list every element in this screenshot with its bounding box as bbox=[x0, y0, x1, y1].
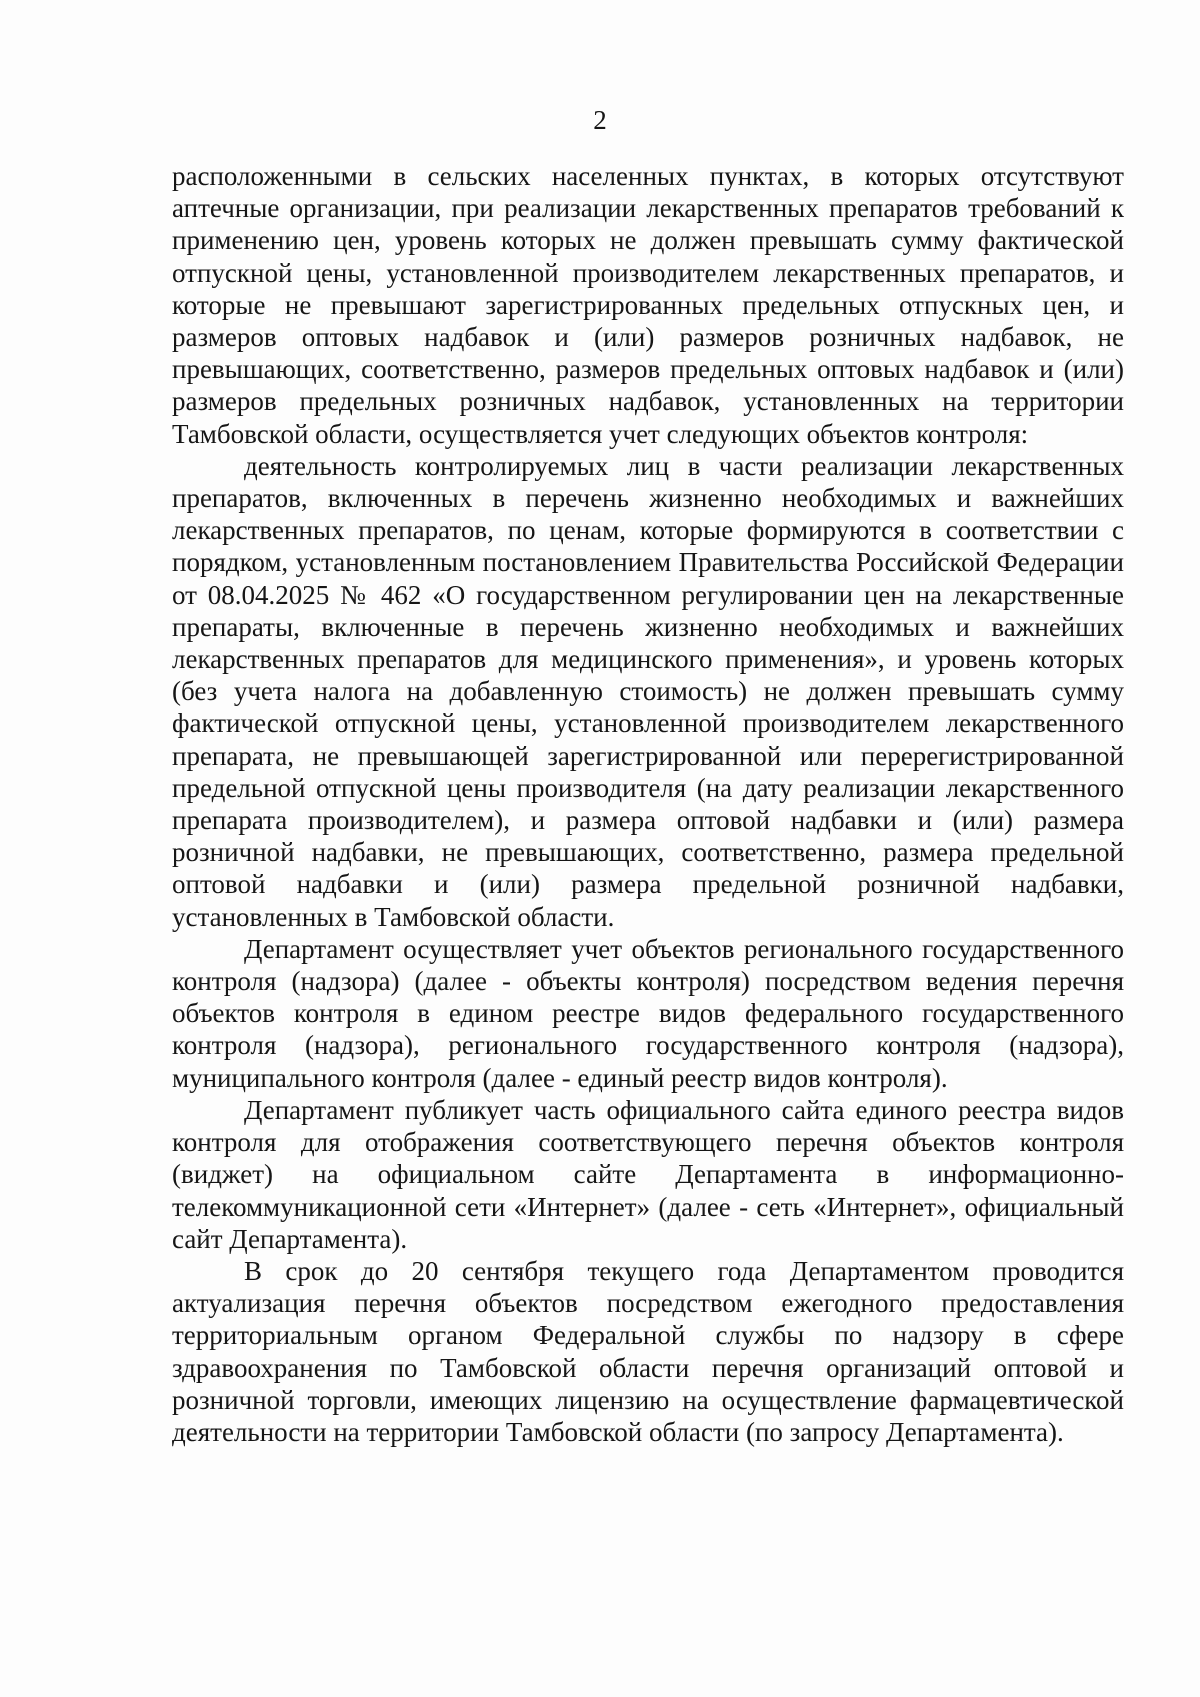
document-body bbox=[172, 160, 1124, 1448]
paragraph-widget-publication: Департамент публикует часть официального сайта единого реестра видов контроля для отображения соответствующего перечня объектов контроля (виджет) на официальном сайте Департамента в информационно-телекоммуникационной сети «Интернет» (далее - сеть «Интернет», официальный сайт Департамента). bbox=[172, 1094, 1124, 1254]
paragraph-continuation: расположенными в сельских населенных пунктах, в которых отсутствуют аптечные организации, при реализации лекарственных препаратов требований к применению цен, уровень которых не должен превышать сумму фактической отпускной цены, установленной производителем лекарственных препаратов, и которые не превышают зарегистрированных предельных отпускных цен, и размеров оптовых надбавок и (или) размеров розничных надбавок, не превышающих, соответственно, размеров предельных оптовых надбавок и (или) размеров предельных розничных надбавок, установленных на территории Тамбовской области, осуществляется учет следующих объектов контроля: bbox=[172, 161, 1124, 449]
page-number: 2 bbox=[593, 105, 607, 135]
paragraph-registry-accounting: Департамент осуществляет учет объектов регионального государственного контроля (надзора) (далее - объекты контроля) посредством ведения перечня объектов контроля в едином реестре видов федерального государственного контроля (надзора), регионального государственного контроля (надзора), муниципального контроля (далее - единый реестр видов контроля). bbox=[172, 933, 1124, 1093]
paragraph-control-object-activity: деятельность контролируемых лиц в части реализации лекарственных препаратов, включенных в перечень жизненно необходимых и важнейших лекарственных препаратов, по ценам, которые формируются в соответствии с порядком, установленным постановлением Правительства Российской Федерации от 08.04.2025 № 462 «О государственном регулировании цен на лекарственные препараты, включенные в перечень жизненно необходимых и важнейших лекарственных препаратов для медицинского применения», и уровень которых (без учета налога на добавленную стоимость) не должен превышать сумму фактической отпускной цены, установленной производителем лекарственного препарата, не превышающей зарегистрированной или перерегистрированной предельной отпускной цены производителя (на дату реализации лекарственного препарата производителем), и размера оптовой надбавки и (или) размера розничной надбавки, не превышающих, соответственно, размера предельной оптовой надбавки и (или) размера предельной розничной надбавки, установленных в Тамбовской области. bbox=[172, 450, 1124, 932]
paragraph-list-update: В срок до 20 сентября текущего года Департаментом проводится актуализация перечня объектов посредством ежегодного предоставления территориальным органом Федеральной службы по надзору в сфере здравоохранения по Тамбовской области перечня организаций оптовой и розничной торговли, имеющих лицензию на осуществление фармацевтической деятельности на территории Тамбовской области (по запросу Департамента). bbox=[172, 1255, 1124, 1447]
